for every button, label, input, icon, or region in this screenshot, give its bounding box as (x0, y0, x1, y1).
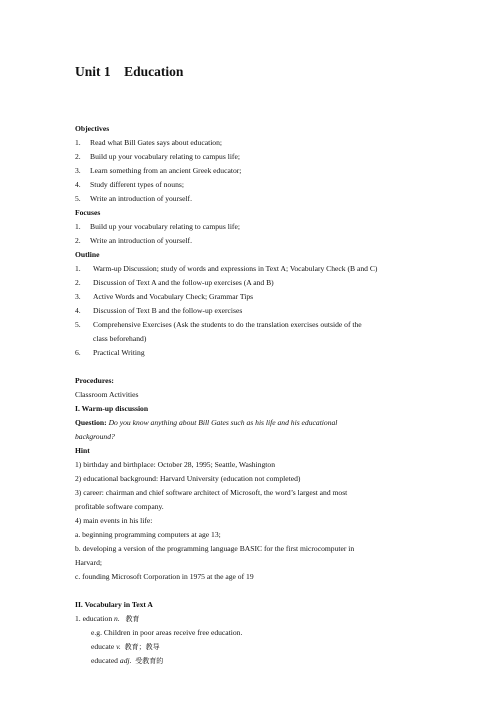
hint-item: 2) educational background: Harvard University (education not completed) (75, 474, 301, 483)
outline-heading: Outline (75, 250, 100, 259)
outline-item: 6. Practical Writing (75, 348, 145, 357)
outline-item: 5. Comprehensive Exercises (Ask the students to do the translation exercises outside of the (75, 320, 362, 329)
question-line-continued: background? (75, 432, 115, 441)
vocab-entry: 1. education n. 教育 (75, 614, 140, 623)
hint-item: 4) main events in his life: (75, 516, 153, 525)
objective-item: 1. Read what Bill Gates says about education; (75, 138, 223, 147)
hint-item: 3) career: chairman and chief software architect of Microsoft, the word’s largest and most (75, 488, 348, 497)
outline-item-continued: class beforehand) (93, 334, 147, 343)
focus-item: 1. Build up your vocabulary relating to campus life; (75, 222, 240, 231)
objective-item: 5. Write an introduction of yourself. (75, 194, 192, 203)
outline-item: 2. Discussion of Text A and the follow-up exercises (A and B) (75, 278, 274, 287)
hint-subitem: b. developing a version of the programming language BASIC for the first microcomputer in (75, 544, 355, 553)
vocab-related: educated adj. 受教育的 (91, 656, 164, 665)
focus-item: 2. Write an introduction of yourself. (75, 236, 192, 245)
objective-item: 3. Learn something from an ancient Greek educator; (75, 166, 242, 175)
focuses-heading: Focuses (75, 208, 101, 217)
vocab-related: educate v. 教育；教导 (91, 642, 160, 651)
vocabulary-heading: II. Vocabulary in Text A (75, 600, 153, 609)
objective-item: 2. Build up your vocabulary relating to campus life; (75, 152, 240, 161)
classroom-activities-label: Classroom Activities (75, 390, 139, 399)
vocab-example: e.g. Children in poor areas receive free education. (91, 628, 243, 637)
question-line: Question: Do you know anything about Bill Gates such as his life and his educational (75, 418, 338, 427)
warmup-heading: I. Warm-up discussion (75, 404, 149, 413)
procedures-heading: Procedures: (75, 376, 114, 385)
objectives-heading: Objectives (75, 124, 110, 133)
outline-item: 1. Warm-up Discussion; study of words and expressions in Text A; Vocabulary Check (B and C) (75, 264, 378, 273)
hint-subitem-continued: Harvard; (75, 558, 102, 567)
objective-item: 4. Study different types of nouns; (75, 180, 184, 189)
outline-item: 4. Discussion of Text B and the follow-up exercises (75, 306, 243, 315)
hint-subitem: c. founding Microsoft Corporation in 1975 at the age of 19 (75, 572, 254, 581)
hint-item: 1) birthday and birthplace: October 28, 1995; Seattle, Washington (75, 460, 276, 469)
hint-item-continued: profitable software company. (75, 502, 164, 511)
hint-heading: Hint (75, 446, 90, 455)
outline-item: 3. Active Words and Vocabulary Check; Grammar Tips (75, 292, 254, 301)
unit-title: Unit 1 Education (75, 64, 184, 79)
hint-subitem: a. beginning programming computers at age 13; (75, 530, 221, 539)
